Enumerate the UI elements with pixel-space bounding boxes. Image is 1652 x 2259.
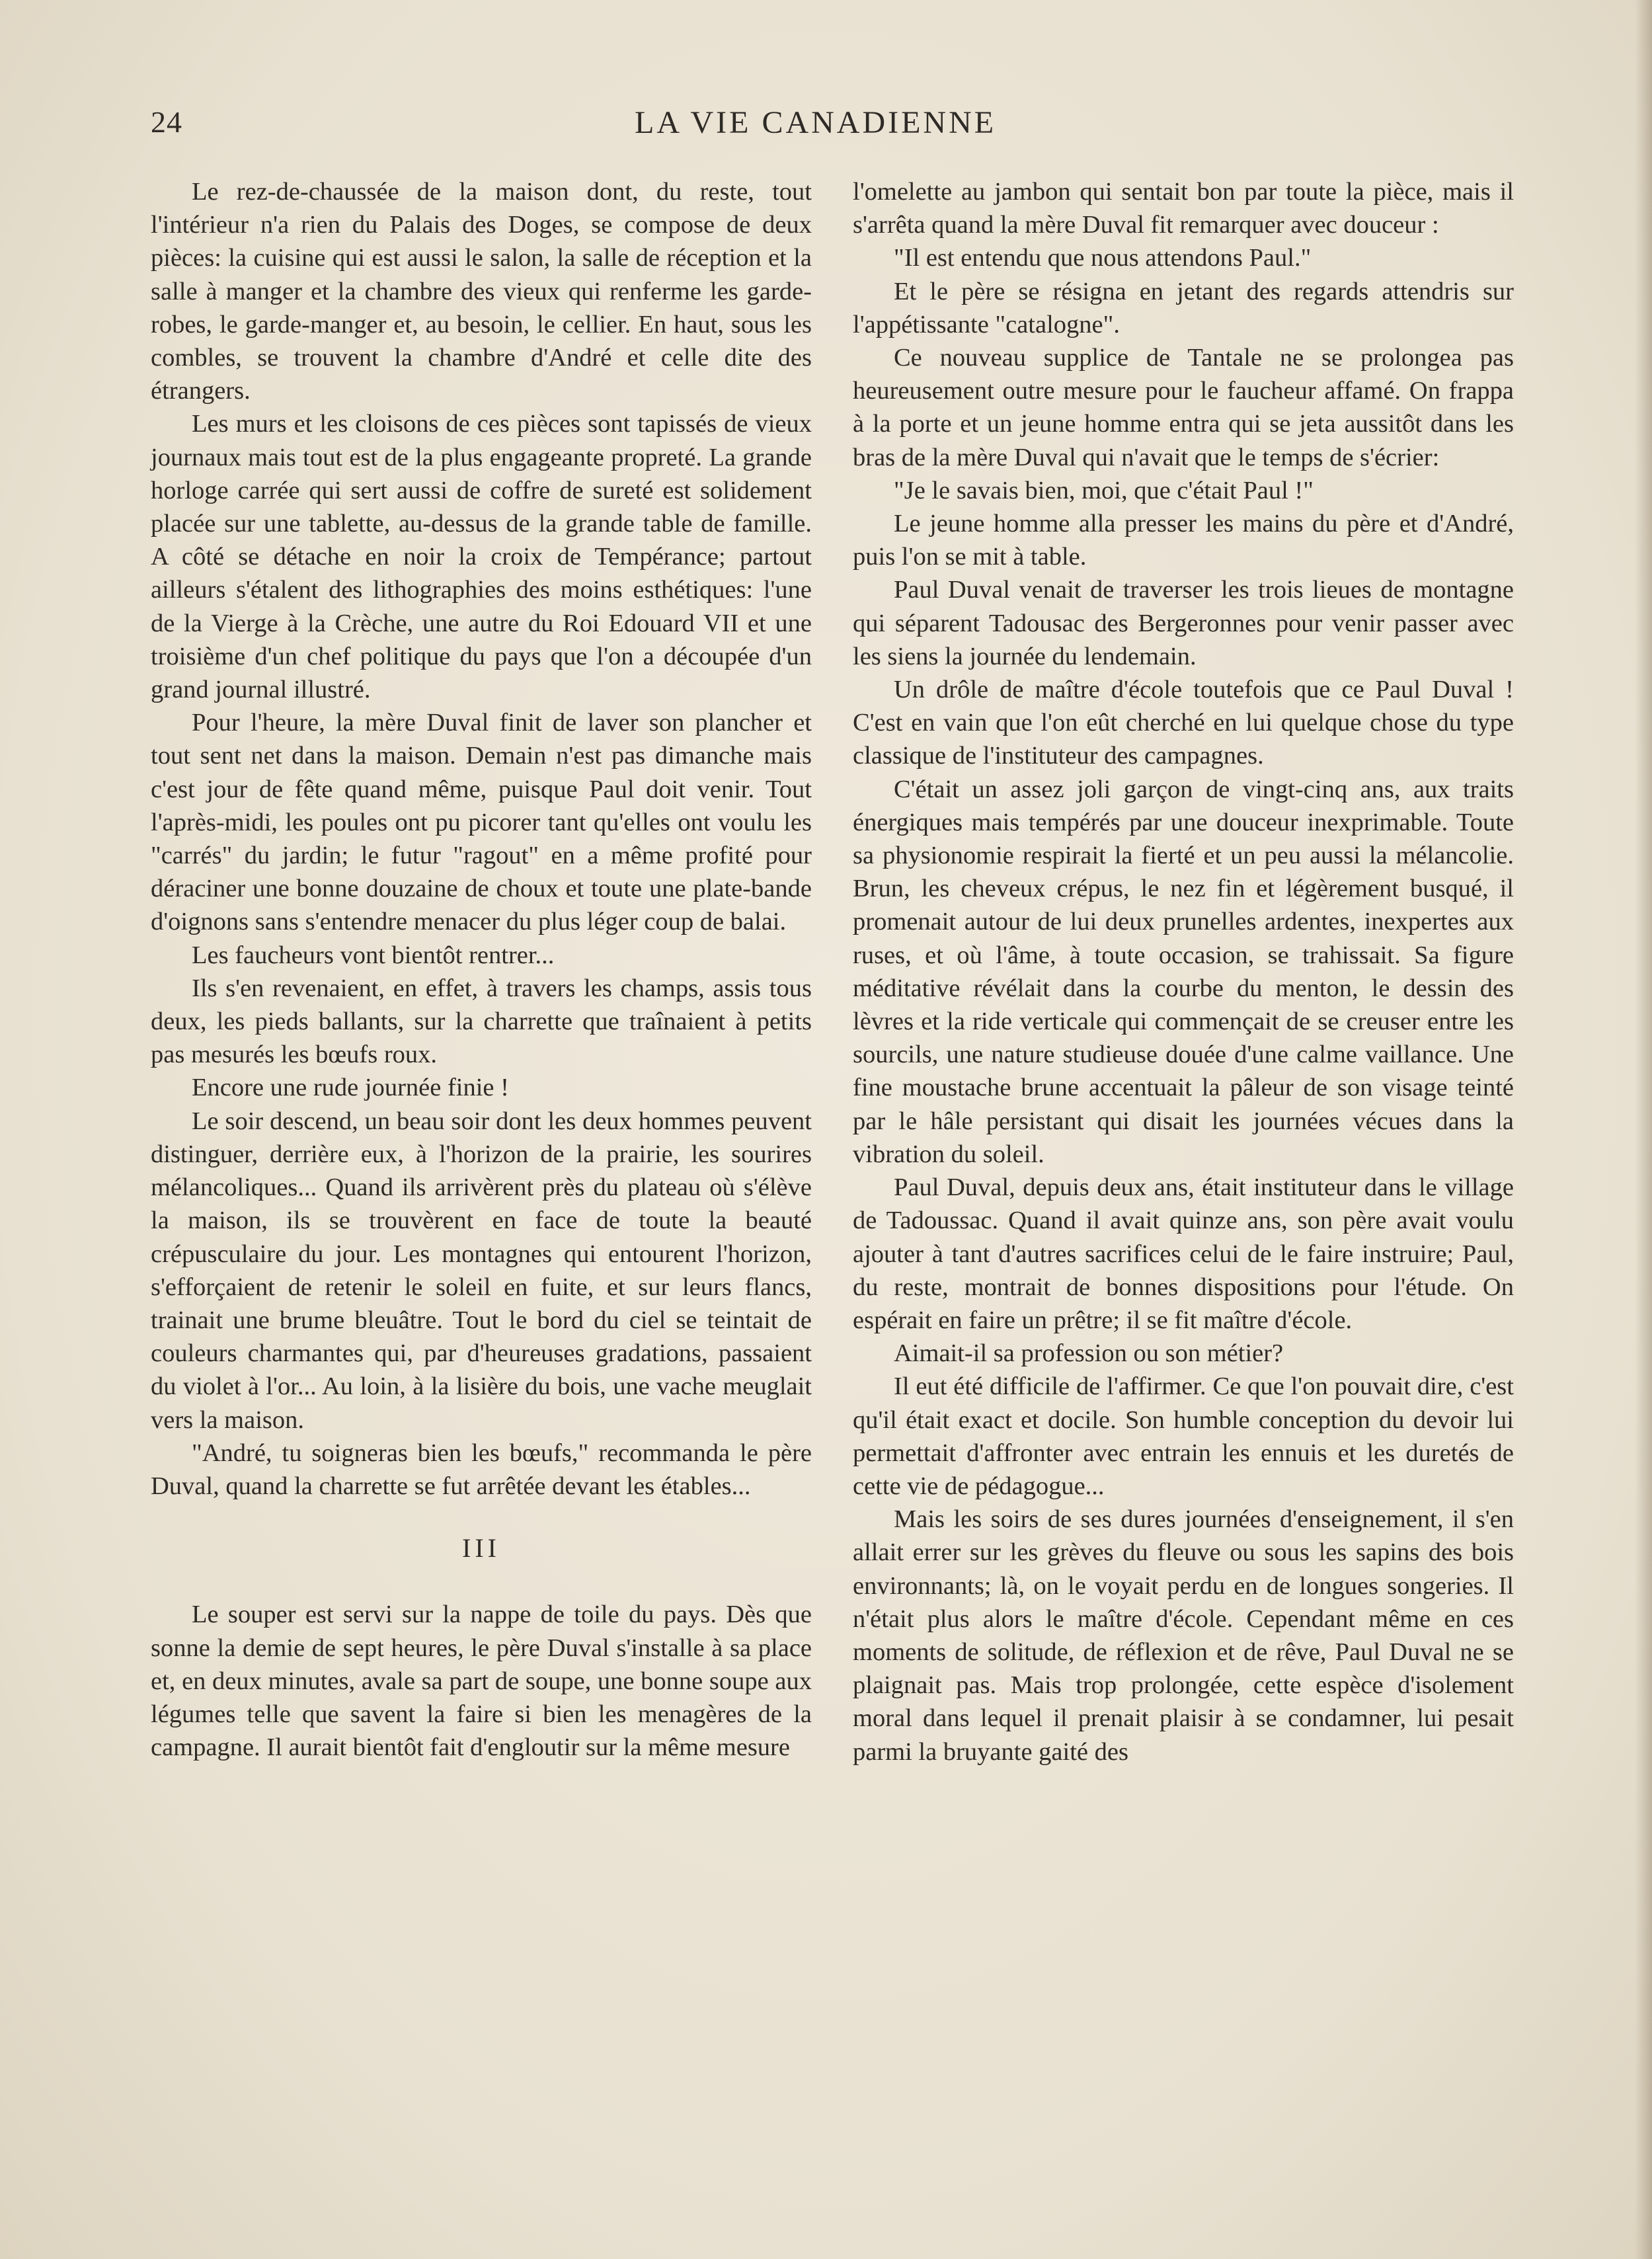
section-heading: III	[462, 1533, 500, 1564]
paragraph: "Il est entendu que nous attendons Paul."	[894, 244, 1312, 272]
page-edge-shadow	[1635, 0, 1652, 2259]
running-head: LA VIE CANADIENNE	[635, 105, 997, 140]
paragraph: Les murs et les cloisons de ces pièces sont tapissés de vieux journaux mais tout est de la plus engageante propreté. La grande horloge carrée qui sert aussi de coffre de sureté est solidement placée sur une tablette, au-dessus de la grande table de famille. A côté se détache en noir la croix de Tempérance; partout ailleurs s'étalent des lithographies des moins esthétiques: l'une de la Vierge à la Crèche, une autre du Roi Edouard VII et une troisième d'un chef politique du pays que l'on a découpée d'un grand journal illustré.	[151, 410, 812, 704]
paragraph: Paul Duval, depuis deux ans, était instituteur dans le village de Tadoussac. Quand il avait quinze ans, son père avait voulu ajouter à tant d'autres sacrifices celui de le faire instruire; Paul, du reste, montrait de bonnes dispositions pour l'étude. On espérait en faire un prêtre; il se fit maître d'école.	[853, 1173, 1514, 1334]
paragraph: Les faucheurs vont bientôt rentrer...	[192, 941, 555, 969]
paragraph: "André, tu soigneras bien les bœufs," recommanda le père Duval, quand la charrette se fut arrêtée devant les étables...	[151, 1439, 812, 1500]
left-column	[151, 175, 812, 1764]
paragraph: Le jeune homme alla presser les mains du père et d'André, puis l'on se mit à table.	[853, 510, 1514, 571]
page-number: 24	[151, 105, 182, 139]
paragraph: Aimait-il sa profession ou son métier?	[894, 1339, 1284, 1368]
paragraph: Paul Duval venait de traverser les trois lieues de montagne qui séparent Tadousac des Bergeronnes pour venir passer avec les siens la journée du lendemain.	[853, 576, 1514, 670]
paragraph: Le soir descend, un beau soir dont les deux hommes peuvent distinguer, derrière eux, à l'horizon de la prairie, les sourires mélancoliques... Quand ils arrivèrent près du plateau où s'élève la maison, ils se trouvèrent en face de toute la beauté crépusculaire du jour. Les montagnes qui entourent l'horizon, s'efforçaient de retenir le soleil en fuite, et sur leurs flancs, trainait une brume bleuâtre. Tout le bord du ciel se teintait de couleurs charmantes qui, par d'heureuses gradations, passaient du violet à l'or... Au loin, à la lisière du bois, une vache meuglait vers la maison.	[151, 1107, 812, 1434]
paragraph: Un drôle de maître d'école toutefois que ce Paul Duval ! C'est en vain que l'on eût cherché en lui quelque chose du type classique de l'instituteur des campagnes.	[853, 676, 1514, 770]
paragraph: Encore une rude journée finie !	[192, 1074, 509, 1102]
paragraph: Pour l'heure, la mère Duval finit de laver son plancher et tout sent net dans la maison. Demain n'est pas dimanche mais c'est jour de fête quand même, puisque Paul doit venir. Tout l'après-midi, les poules ont pu picorer tant qu'elles ont voulu les "carrés" du jardin; le futur "ragout" en a même profité pour déraciner une bonne douzaine de choux et toute une plate-bande d'oignons sans s'entendre menacer du plus léger coup de balai.	[151, 709, 812, 936]
paragraph: Ils s'en revenaient, en effet, à travers les champs, assis tous deux, les pieds ballants, sur la charrette que traînaient à petits pas mesurés les bœufs roux.	[151, 974, 812, 1069]
paragraph: Ce nouveau supplice de Tantale ne se prolongea pas heureusement outre mesure pour le faucheur affamé. On frappa à la porte et un jeune homme entra qui se jeta aussitôt dans les bras de la mère Duval qui n'avait que le temps de s'écrier:	[853, 344, 1514, 471]
paragraph: "Je le savais bien, moi, que c'était Paul !"	[894, 476, 1314, 504]
paragraph: Le rez-de-chaussée de la maison dont, du reste, tout l'intérieur n'a rien du Palais des Doges, se compose de deux pièces: la cuisine qui est aussi le salon, la salle de réception et la salle à manger et la chambre des vieux qui renferme les garde-robes, le garde-manger et, au besoin, le cellier. En haut, sous les combles, se trouvent la chambre d'André et celle dite des étrangers.	[151, 178, 812, 405]
paragraph: Mais les soirs de ses dures journées d'enseignement, il s'en allait errer sur les grèves du fleuve ou sous les sapins des bois environnants; là, on le voyait perdu en de longues songeries. Il n'était plus alors le maître d'école. Cependant même en ces moments de solitude, de réflexion et de rêve, Paul Duval ne se plaignait pas. Mais trop prolongée, cette espèce d'isolement moral dans lequel il prenait plaisir à se condamner, lui pesait parmi la bruyante gaité des	[853, 1505, 1514, 1766]
paragraph: Le souper est servi sur la nappe de toile du pays. Dès que sonne la demie de sept heures, le père Duval s'installe à sa place et, en deux minutes, avale sa part de soupe, une bonne soupe aux légumes telle que savent la faire si bien les menagères de la campagne. Il aurait bientôt fait d'engloutir sur la même mesure	[151, 1601, 812, 1762]
paragraph-continuation: l'omelette au jambon qui sentait bon par toute la pièce, mais il s'arrêta quand la mère Duval fit remarquer avec douceur :	[853, 178, 1514, 239]
paragraph: Et le père se résigna en jetant des regards attendris sur l'appétissante "catalogne".	[853, 277, 1514, 338]
paragraph: C'était un assez joli garçon de vingt-cinq ans, aux traits énergiques mais tempérés par une douceur inexprimable. Toute sa physionomie respirait la fierté et un peu aussi la mélancolie. Brun, les cheveux crépus, le nez fin et légèrement busqué, il promenait autour de lui deux prunelles ardentes, inexpertes aux ruses, et où l'âme, à toute occasion, se trahissait. Sa figure méditative révélait dans la courbe du menton, le dessin des lèvres et la ride verticale qui commençait de se creuser entre les sourcils, une nature studieuse douée d'une calme vaillance. Une fine moustache brune accentuait la pâleur de son visage teinté par le hâle persistant qui disait les journées vécues dans la vibration du soleil.	[853, 775, 1514, 1168]
right-column	[853, 175, 1514, 1768]
paragraph: Il eut été difficile de l'affirmer. Ce que l'on pouvait dire, c'est qu'il était exact et docile. Son humble conception du devoir lui permettait d'affronter avec entrain les ennuis et les duretés de cette vie de pédagogue...	[853, 1372, 1514, 1500]
